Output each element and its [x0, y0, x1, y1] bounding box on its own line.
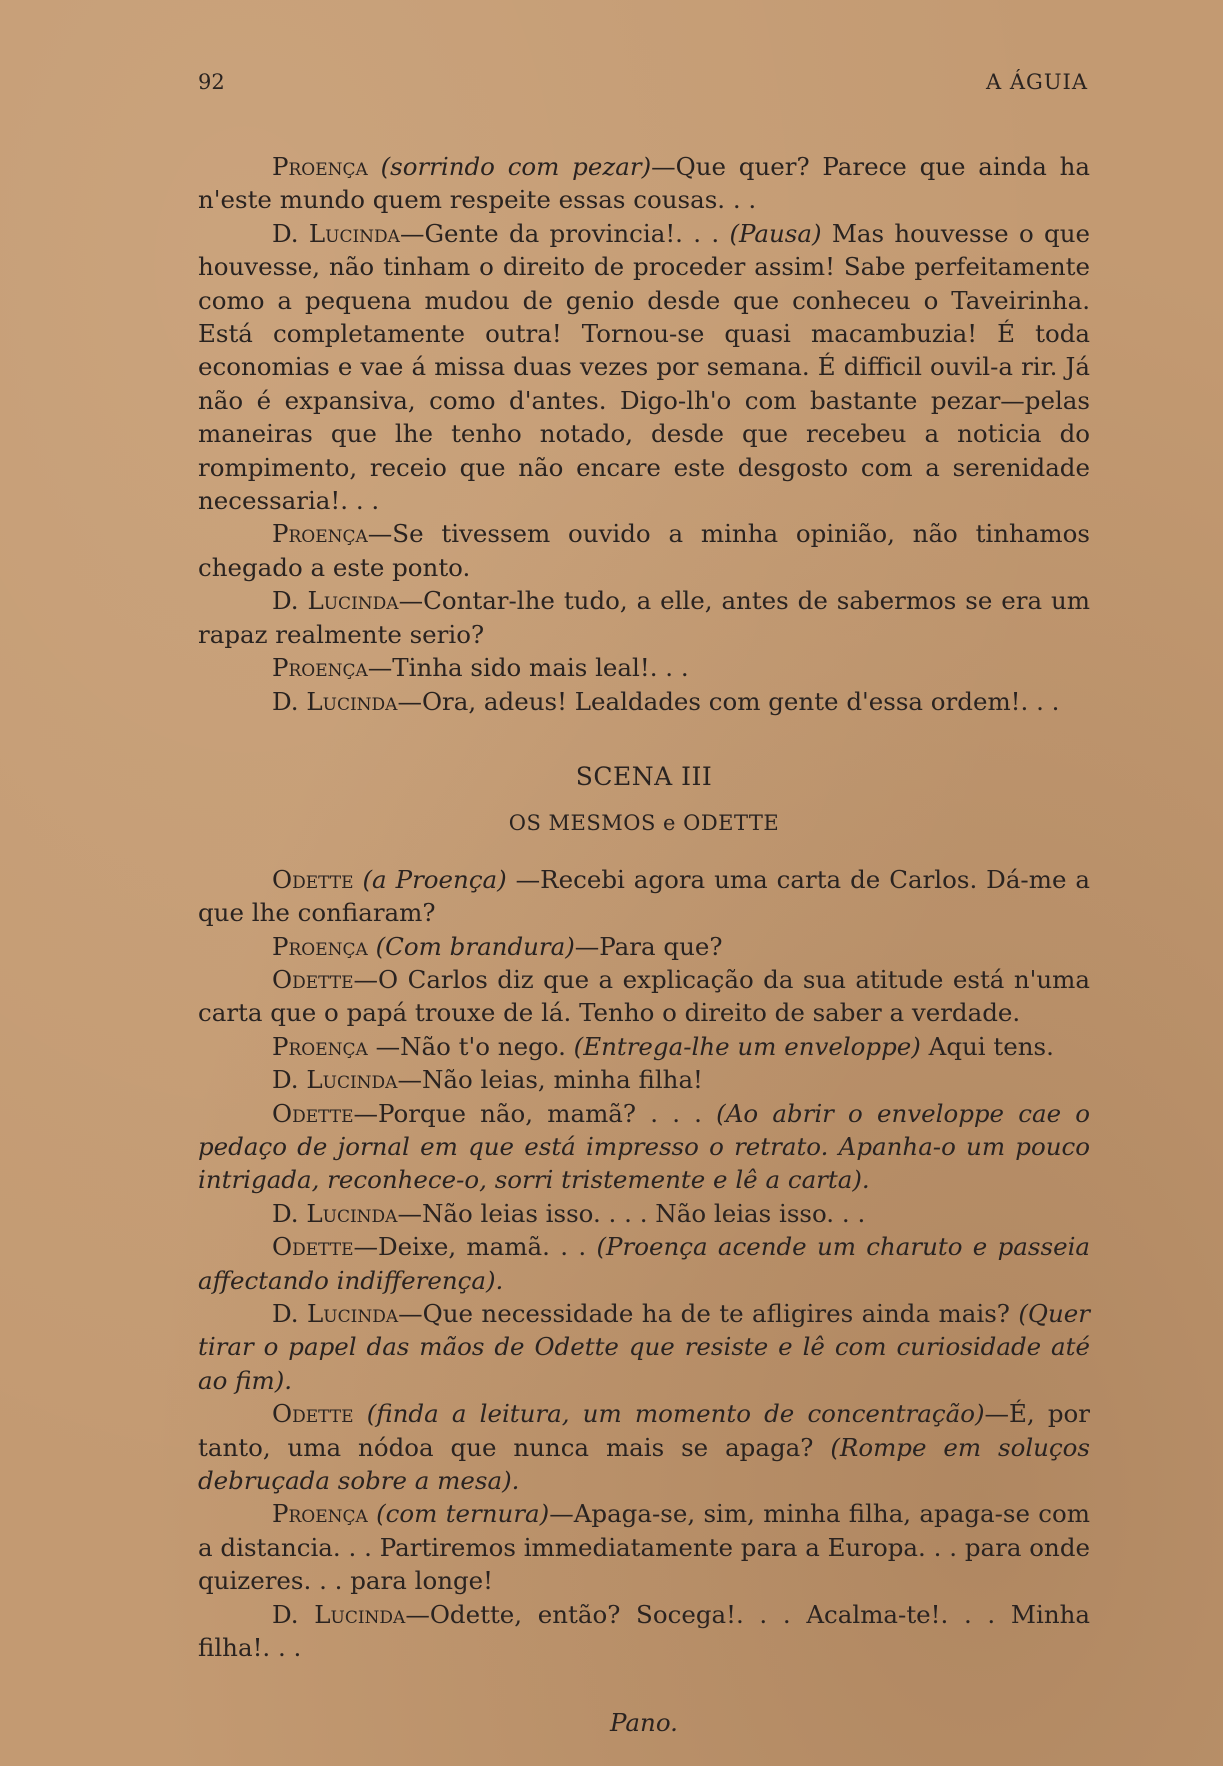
- dialogue-line: [198, 651, 1090, 684]
- speaker: D. Lucinda: [272, 1198, 398, 1228]
- curtain-note: Pano.: [610, 1708, 678, 1738]
- dialogue-line: [198, 584, 1090, 651]
- speech: —Ora, adeus! Lealdades com gente d'essa ordem!. . .: [397, 686, 1060, 716]
- stage-direction: (Entrega-lhe um enveloppe): [573, 1031, 921, 1061]
- speech: —É, por tanto, uma nódoa que nunca mais se apaga?: [198, 1399, 1090, 1462]
- speech: —Não t'o nego.: [367, 1031, 574, 1061]
- dialogue-line: [198, 1197, 1090, 1230]
- speaker: D. Lucinda: [272, 686, 398, 716]
- speaker: Proença: [272, 653, 368, 683]
- speaker: D. Lucinda: [272, 1299, 399, 1328]
- dialogue-line: [198, 1230, 1090, 1297]
- stage-direction: (Pausa): [729, 218, 822, 248]
- page-header: [198, 70, 1088, 102]
- speaker: D. Lucinda: [272, 218, 400, 248]
- speech: Mas houvesse o que houvesse, não tinham o direito de proceder assim! Sabe perfeitamente como a pequena mudou de genio desde que conheceu o Taveirinha. Está completamente outra! Tornou-se quasi macambuzia! É toda economias e vae á missa duas vezes por semana. É difficil ouvil-a rir. Já não é expansiva, como d'antes. Digo-lh'o com bastante pezar—pelas maneiras que lhe tenho notado, desde que recebeu a noticia do rompimento, receio que não encare este desgosto com a serenidade necessaria!. . .: [198, 218, 1090, 516]
- speech: —Que quer? Parece que ainda ha n'este mundo quem respeite essas cousas. . .: [198, 152, 1090, 215]
- dialogue-line: [198, 1397, 1090, 1497]
- speaker: Proença: [272, 1031, 368, 1061]
- dialogue-line: [198, 863, 1090, 930]
- dialogue-line: [198, 685, 1090, 718]
- speech: —Que necessidade ha de te afligires ainda mais?: [398, 1299, 1019, 1328]
- stage-direction: (Rompe em soluços debruçada sobre a mesa).: [198, 1432, 1091, 1496]
- speaker: Proença: [272, 931, 368, 961]
- stage-direction: (Quer tirar o papel das mãos de Odette que resiste e lê com curiosidade até ao fim).: [198, 1299, 1090, 1395]
- stage-direction: (a Proença): [362, 864, 507, 894]
- speech: —Tinha sido mais leal!. . .: [367, 653, 689, 683]
- speech: —Odette, então? Socega!. . . Acalma-te!. . . Minha filha!. . .: [198, 1599, 1090, 1663]
- speech: —Não leias isso. . . . Não leias isso. . .: [397, 1198, 866, 1228]
- speech: —Não leias, minha filha!: [397, 1065, 703, 1095]
- dialogue-line: [198, 1097, 1090, 1197]
- dialogue-line: [198, 1063, 1090, 1096]
- speech: —O Carlos diz que a explicação da sua atitude está n'uma carta que o papá trouxe de lá. Tenho o direito de saber a verdade.: [198, 964, 1090, 1028]
- play-text: [198, 150, 1090, 1740]
- page-number: 92: [198, 70, 225, 94]
- speaker: Proença: [272, 152, 368, 181]
- dialogue-line: [198, 1497, 1090, 1597]
- stage-direction: (finda a leitura, um momento de concentração): [366, 1399, 985, 1429]
- dialogue-line: [198, 1297, 1090, 1397]
- speech: —Porque não, mamã? . . .: [353, 1098, 717, 1128]
- dialogue-line: [198, 930, 1090, 963]
- speaker: D. Lucinda: [272, 1065, 398, 1095]
- dialogue-line: [198, 963, 1090, 1030]
- speaker: Odette: [272, 964, 354, 994]
- dialogue-line: [198, 517, 1090, 584]
- scene-title: SCENA III: [575, 761, 713, 791]
- speech: —Gente da provincia!. . .: [399, 218, 730, 248]
- dialogue-line: [198, 217, 1090, 518]
- stage-direction: (Ao abrir o enveloppe cae o pedaço de jornal em que está impresso o retrato. Apanha-o um pouco intrigada, reconhece-o, sorri tristemente e lê a carta).: [198, 1098, 1090, 1195]
- speaker: Odette: [272, 864, 354, 894]
- speech: Aqui tens.: [920, 1031, 1054, 1061]
- dialogue-line: [198, 1030, 1090, 1063]
- dialogue-line: [198, 1598, 1090, 1665]
- speaker: Odette: [272, 1232, 354, 1262]
- speaker: D. Lucinda: [272, 586, 399, 616]
- dialogue-line: [198, 150, 1090, 217]
- speaker: Proença: [272, 1499, 368, 1529]
- running-title: A ÁGUIA: [986, 70, 1088, 94]
- speech: —Se tivessem ouvido a minha opinião, não tinhamos chegado a este ponto.: [198, 519, 1090, 582]
- stage-direction: (sorrindo com pezar): [380, 152, 652, 181]
- speech: —Para que?: [574, 931, 723, 961]
- speaker: Odette: [272, 1399, 354, 1429]
- stage-direction: (Proença acende um charuto e passeia affectando indifferença).: [198, 1232, 1091, 1295]
- speaker: Odette: [272, 1098, 354, 1128]
- speaker: D. Lucinda: [272, 1599, 406, 1629]
- speech: —Contar-lhe tudo, a elle, antes de sabermos se era um rapaz realmente serio?: [198, 586, 1090, 649]
- stage-direction: (com ternura): [376, 1499, 550, 1529]
- speech: —Recebi agora uma carta de Carlos. Dá-me a que lhe confiaram?: [198, 864, 1090, 928]
- stage-direction: (Com brandura): [375, 931, 575, 961]
- speech: —Deixe, mamã. . .: [353, 1232, 597, 1262]
- scene-cast: OS MESMOS e ODETTE: [508, 811, 780, 836]
- speaker: Proença: [272, 519, 368, 549]
- speech: —Apaga-se, sim, minha filha, apaga-se com a distancia. . . Partiremos immediatamente para a Europa. . . para onde quizeres. . . para longe!: [198, 1499, 1090, 1596]
